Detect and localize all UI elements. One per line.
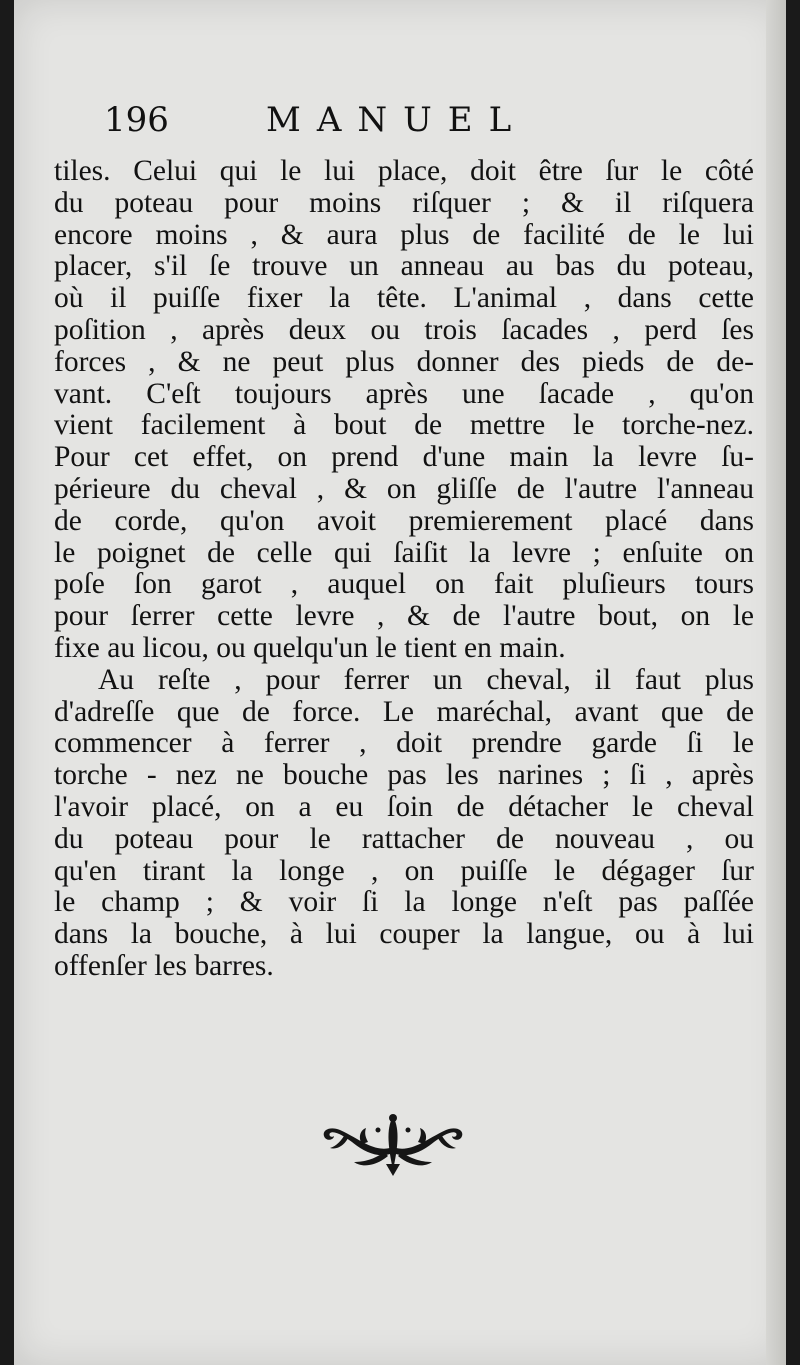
text-line: Au reſte , pour ferrer un cheval, il faut plus bbox=[98, 663, 754, 696]
text-line: le poignet de celle qui ſaiſit la levre ; enſuite on bbox=[54, 536, 754, 569]
text-line: encore moins , & aura plus de facilité de le lui bbox=[54, 218, 754, 251]
text-line: périeure du cheval , & on gliſſe de l'autre l'anneau bbox=[54, 472, 754, 505]
text-line: vant. C'eſt toujours après une ſacade , qu'on bbox=[54, 377, 754, 410]
text-line: commencer à ferrer , doit prendre garde ſi le bbox=[54, 727, 754, 760]
page-number: 196 bbox=[104, 100, 169, 140]
text-line: tiles. Celui qui le lui place, doit être ſur le côté bbox=[54, 155, 754, 187]
page-header bbox=[104, 100, 784, 150]
body-text bbox=[54, 156, 754, 983]
paragraph-2 bbox=[54, 665, 754, 983]
text-line: de corde, qu'on avoit premierement placé dans bbox=[54, 504, 754, 537]
text-line: pour ſerrer cette levre , & de l'autre bout, on le bbox=[54, 600, 754, 633]
text-line: poſe ſon garot , auquel on fait pluſieurs tours bbox=[54, 568, 754, 601]
text-line: torche - nez ne bouche pas les narines ; ſi , après bbox=[54, 759, 754, 792]
text-line: l'avoir placé, on a eu ſoin de détacher le cheval bbox=[54, 790, 754, 823]
text-line: offenſer les barres. bbox=[54, 949, 274, 982]
text-line: d'adreſſe que de force. Le maréchal, avant que de bbox=[54, 695, 754, 728]
text-line: du poteau pour moins riſquer ; & il riſquera bbox=[54, 186, 754, 219]
text-line: placer, s'il ſe trouve un anneau au bas du poteau, bbox=[54, 250, 754, 283]
text-line: Pour cet effet, on prend d'une main la levre ſu- bbox=[54, 441, 754, 474]
text-line: fixe au licou, ou quelqu'un le tient en main. bbox=[54, 631, 566, 664]
text-line: vient facilement à bout de mettre le torche-nez. bbox=[54, 409, 754, 442]
text-line: qu'en tirant la longe , on puiſſe le dégager ſur bbox=[54, 854, 754, 887]
fleuron-ornament-icon bbox=[318, 1108, 468, 1178]
text-line: dans la bouche, à lui couper la langue, ou à lui bbox=[54, 918, 754, 951]
text-line: du poteau pour le rattacher de nouveau , ou bbox=[54, 822, 754, 855]
text-line: où il puiſſe fixer la tête. L'animal , dans cette bbox=[54, 282, 754, 315]
text-line: forces , & ne peut plus donner des pieds de de- bbox=[54, 345, 754, 378]
paragraph-1 bbox=[54, 156, 754, 665]
running-title: MANUEL bbox=[266, 100, 528, 140]
page-edge bbox=[766, 0, 786, 1365]
text-line: le champ ; & voir ſi la longe n'eſt pas paſſée bbox=[54, 886, 754, 919]
text-line: poſition , après deux ou trois ſacades , perd ſes bbox=[54, 313, 754, 346]
